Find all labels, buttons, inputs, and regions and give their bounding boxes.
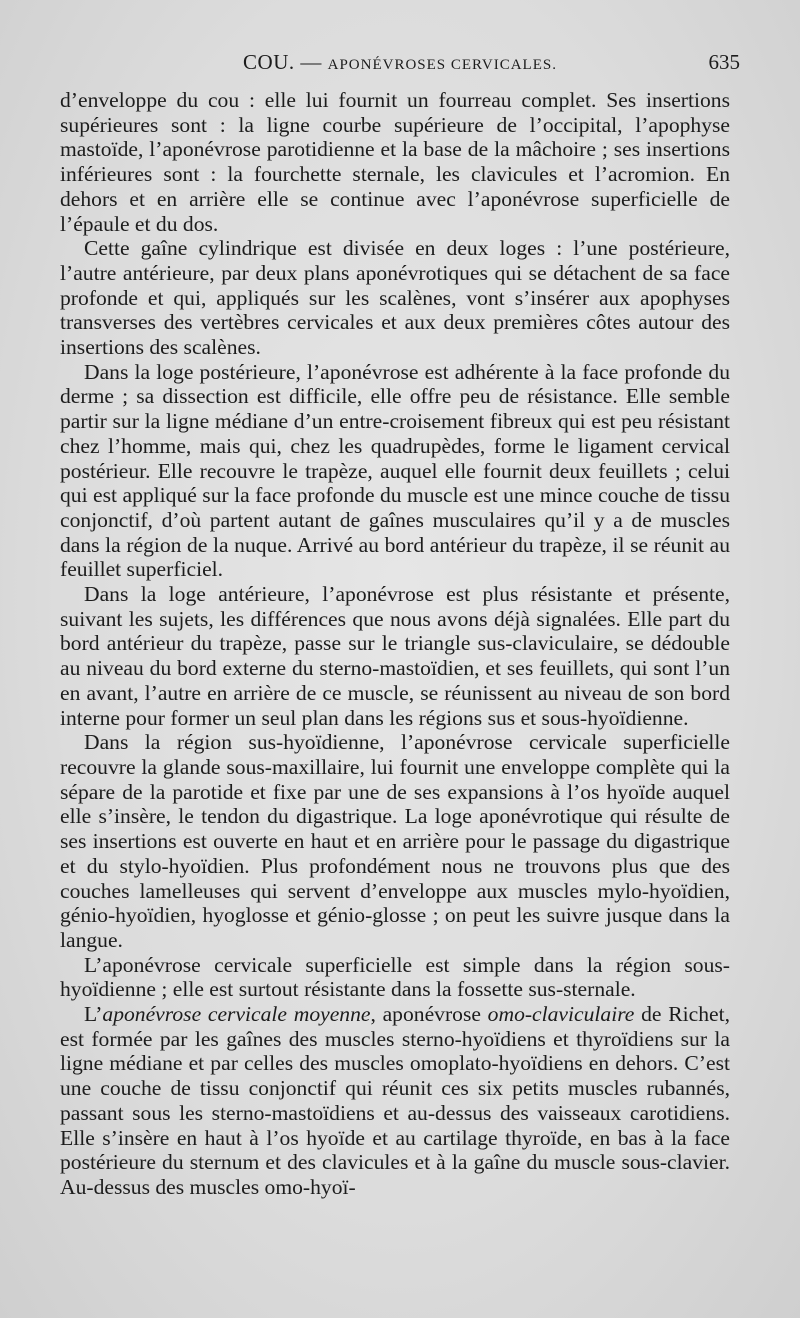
paragraph-7 [60, 1002, 730, 1200]
paragraph-2: Cette gaîne cylindrique est divisée en deux loges : l’une postérieure, l’autre antérieure, par deux plans aponévrotiques qui se détachent de sa face profonde et qui, appliqués sur les scalènes, vont s’insérer aux apophyses transverses des vertèbres cervicales et aux deux premières côtes autour des insertions des scalènes. [60, 236, 730, 360]
paragraph-7-mid: , aponévrose [370, 1002, 488, 1027]
paragraph-7-rest: de Richet, est formée par les gaînes des muscles sterno-hyoïdiens et thyroïdiens sur la ligne médiane et par celles des muscles omoplato-hyoïdiens en dehors. C’est une couche de tissu conjonctif qui réunit ces six petits muscles rubannés, passant sous les sterno-mastoïdiens et au-dessus des vaisseaux carotidiens. Elle s’insère en haut à l’os hyoïde et au cartilage thyroïde, en bas à la face postérieure du sternum et des clavicules et à la gaîne du muscle sous-clavier. Au-dessus des muscles omo-hyoï- [60, 1002, 730, 1199]
page-number: 635 [708, 50, 740, 74]
italic-term-omo-claviculaire: omo-claviculaire [487, 1002, 635, 1027]
paragraph-7-prefix: L’ [84, 1002, 103, 1027]
paragraph-1: d’enveloppe du cou : elle lui fournit un fourreau complet. Ses insertions supérieures sont : la ligne courbe supérieure de l’occipital, l’apophyse mastoïde, l’aponévrose parotidienne et la base de la mâchoire ; ses insertions inférieures sont : la fourchette sternale, les clavicules et l’acromion. En dehors et en arrière elle se continue avec l’aponévrose superficielle de l’épaule et du dos. [60, 88, 730, 236]
italic-term-cervicale-moyenne: aponévrose cervicale moyenne [102, 1002, 371, 1027]
running-head-dash: — [294, 50, 328, 74]
paragraph-6: L’aponévrose cervicale superficielle est simple dans la région sous-hyoïdienne ; elle est surtout résistante dans la fossette sus-sternale. [60, 952, 730, 1002]
body-text [60, 88, 730, 1200]
running-head [60, 50, 740, 75]
running-head-section: COU. [243, 50, 295, 74]
paragraph-3: Dans la loge postérieure, l’aponévrose est adhérente à la face profonde du derme ; sa dissection est difficile, elle offre peu de résistance. Elle semble partir sur la ligne médiane d’un entre-croisement fibreux qui est peu résistant chez l’homme, mais qui, chez les quadrupèdes, forme le ligament cervical postérieur. Elle recouvre le trapèze, auquel elle fournit deux feuillets ; celui qui est appliqué sur la face profonde du muscle est une mince couche de tissu conjonctif, d’où partent autant de gaînes musculaires qu’il y a de muscles dans la région de la nuque. Arrivé au bord antérieur du trapèze, il se réunit au feuillet superficiel. [60, 359, 730, 582]
running-head-subject: APONÉVROSES CERVICALES. [327, 57, 557, 73]
page-header [60, 50, 740, 76]
paragraph-5: Dans la région sus-hyoïdienne, l’aponévrose cervicale superficielle recouvre la glande sous-maxillaire, lui fournit une enveloppe complète qui la sépare de la parotide et fixe par une de ses expansions à l’os hyoïde auquel elle s’insère, le tendon du digastrique. La loge aponévrotique qui résulte de ses insertions est ouverte en haut et en arrière pour le passage du digastrique et du stylo-hyoïdien. Plus profondément nous ne trouvons plus que des couches lamelleuses qui servent d’enveloppe aux muscles mylo-hyoïdien, génio-hyoïdien, hyoglosse et génio-glosse ; on peut les suivre jusque dans la langue. [60, 730, 730, 952]
paragraph-4: Dans la loge antérieure, l’aponévrose est plus résistante et présente, suivant les sujets, les différences que nous avons déjà signalées. Elle part du bord antérieur du trapèze, passe sur le triangle sus-claviculaire, se dédouble au niveau du bord externe du sterno-mastoïdien, et ses feuillets, qui sont l’un en avant, l’autre en arrière de ce muscle, se réunissent au niveau de son bord interne pour former un seul plan dans les régions sus et sous-hyoïdienne. [60, 582, 730, 730]
